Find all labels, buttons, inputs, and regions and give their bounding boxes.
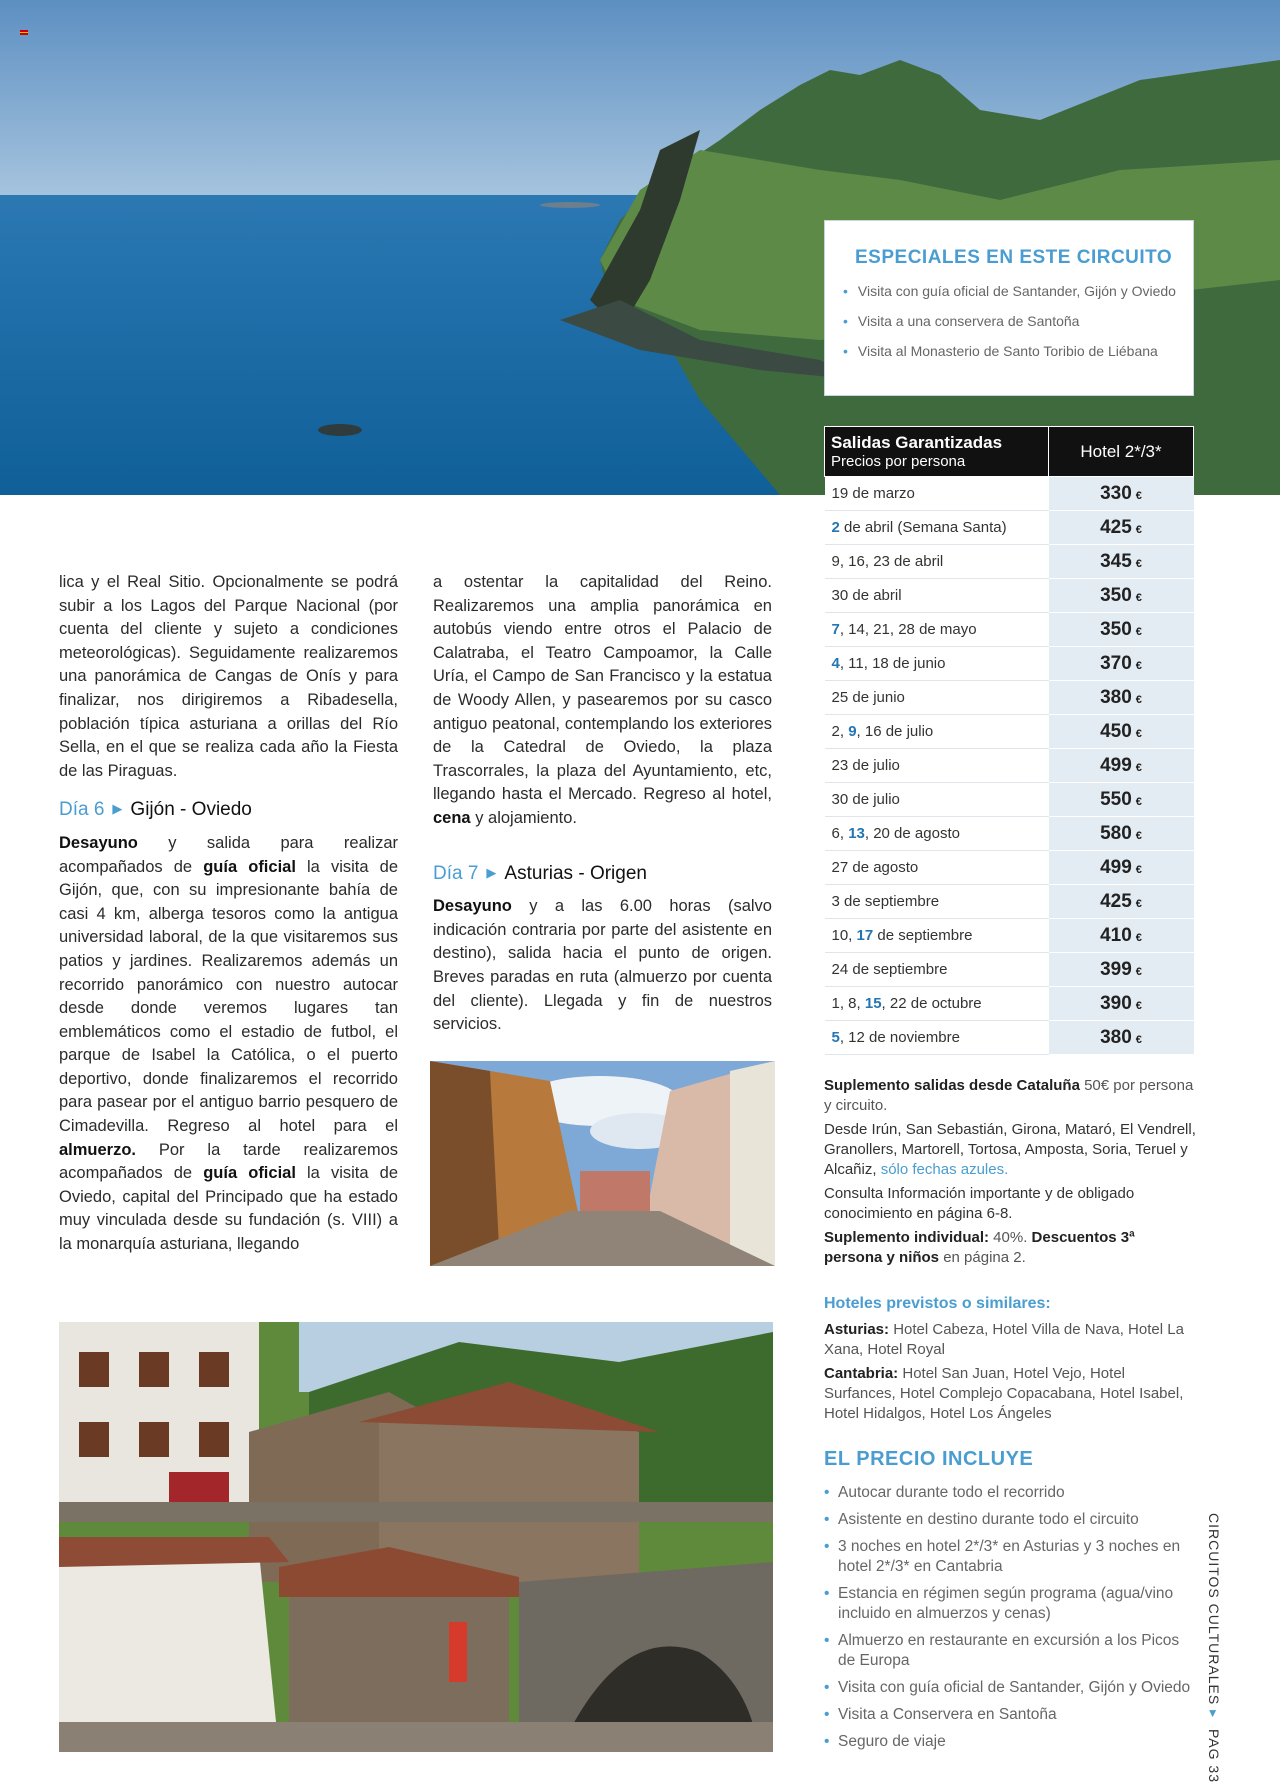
departure-date — [825, 783, 1049, 817]
blue-date: 2 — [831, 519, 840, 536]
price-cell — [1049, 715, 1194, 749]
includes-item: • 3 noches en hotel 2*/3* en Asturias y 3 noches en hotel 2*/3* en Cantabria — [824, 1537, 1196, 1577]
day-number: Día 6 — [59, 799, 105, 821]
bold-text: guía oficial — [203, 857, 296, 876]
supplements-info — [824, 1076, 1196, 1428]
date-text: 23 de julio — [831, 757, 900, 774]
text: 40%. — [989, 1229, 1032, 1246]
price-row — [825, 613, 1194, 647]
section-name: CIRCUITOS CULTURALES — [1206, 1513, 1222, 1706]
specials-item: • Visita al Monasterio de Santo Toribio de Liébana — [843, 343, 1193, 359]
itinerary-paragraph: lica y el Real Sitio. Opcionalmente se podrá subir a los Lagos del Parque Nacional (por cuenta del cliente y sujeto a condiciones meteorológicas). Seguidamente realizaremos una panorámica de Cangas de Onís y para finalizar, nos dirigiremos a Ribadesella, población típica asturiana a orillas del Río Sella, en el que se realiza cada año la Fiesta de las Piraguas. — [59, 573, 398, 780]
flag-icon — [20, 22, 28, 27]
departure-date — [825, 851, 1049, 885]
price-value: 330 — [1100, 482, 1132, 504]
day-6-continued — [433, 571, 772, 831]
price-value: 550 — [1100, 788, 1132, 810]
date-text: 27 de agosto — [831, 859, 919, 876]
bold-text: Suplemento individual: — [824, 1229, 990, 1246]
price-cell — [1049, 579, 1194, 613]
blue-date: 15 — [864, 995, 882, 1012]
price-row — [825, 817, 1194, 851]
blue-date: 17 — [856, 927, 874, 944]
euro-sign: € — [1135, 829, 1142, 842]
price-cell — [1049, 681, 1194, 715]
price-cell — [1049, 545, 1194, 579]
departures-subtitle: Precios por persona — [831, 453, 966, 470]
departure-cities — [824, 1120, 1196, 1180]
euro-sign: € — [1135, 863, 1142, 876]
departure-date — [825, 987, 1049, 1021]
price-value: 370 — [1100, 652, 1132, 674]
departure-date — [825, 1021, 1049, 1055]
price-row — [825, 477, 1194, 511]
euro-sign: € — [1135, 489, 1142, 502]
price-cell — [1049, 511, 1194, 545]
price-row — [825, 885, 1194, 919]
departures-title: Salidas Garantizadas — [831, 433, 1003, 452]
price-row — [825, 545, 1194, 579]
price-row — [825, 783, 1194, 817]
price-row — [825, 1021, 1194, 1055]
bold-text: Descuentos 3ª persona y niños — [824, 1229, 1135, 1266]
price-row — [825, 715, 1194, 749]
date-text: de abril (Semana Santa) — [839, 519, 1007, 536]
text: Por la tarde realizaremos acompañados de — [59, 1140, 398, 1183]
bold-text: Desayuno — [59, 833, 138, 852]
hotels-cantabria — [824, 1364, 1196, 1424]
date-text: 9, 16, 23 de abril — [831, 553, 944, 570]
blue-date: 7 — [831, 621, 840, 638]
specials-item: • Visita con guía oficial de Santander, Gijón y Oviedo — [843, 283, 1193, 299]
date-text: 6, — [831, 825, 849, 842]
includes-item: • Autocar durante todo el recorrido — [824, 1483, 1196, 1503]
euro-sign: € — [1135, 965, 1142, 978]
euro-sign: € — [1135, 795, 1142, 808]
euro-sign: € — [1135, 999, 1142, 1012]
price-value: 350 — [1100, 584, 1132, 606]
euro-sign: € — [1135, 557, 1142, 570]
day-title: Asturias - Origen — [504, 862, 647, 884]
departure-date — [825, 715, 1049, 749]
date-text: 30 de julio — [831, 791, 900, 808]
price-value: 425 — [1100, 516, 1132, 538]
text: Desde Irún, San Sebastián, Girona, Mataró, El Vendrell, Granollers, Martorell, Tortosa, Amposta, Soria, Teruel y Alcañiz, — [824, 1121, 1196, 1178]
text: y salida para realizar acompañados de — [59, 833, 398, 876]
price-cell — [1049, 987, 1194, 1021]
arrow-right-icon: ▶ — [486, 864, 497, 880]
price-cell — [1049, 647, 1194, 681]
text: Hotel San Juan, Hotel Vejo, Hotel Surfances, Hotel Complejo Copacabana, Hotel Isabel, Hotel Hidalgos, Hotel Los Ángeles — [824, 1365, 1184, 1422]
price-value: 380 — [1100, 1026, 1132, 1048]
price-value: 345 — [1100, 550, 1132, 572]
departure-date — [825, 749, 1049, 783]
specials-title: ESPECIALES EN ESTE CIRCUITO — [855, 247, 1173, 268]
day-7-heading — [433, 861, 772, 886]
oviedo-street-photo — [430, 1061, 775, 1266]
blue-date: 5 — [831, 1029, 840, 1046]
text: la visita de Gijón, que, con su impresionante bahía de casi 4 km, alberga tesoros como la antigua universidad laboral, de la que visitaremos sus patios y jardines. Realizaremos además un recorrido panorámico con nuestro autocar desde donde veremos lugares tan emblemáticos como el estadio de futbol, el parque de Isabel la Católica, o el puerto deportivo, donde finalizaremos el recorrido para pasear por el antiguo barrio pesquero de Cimadevilla. Regreso al hotel para el — [59, 857, 399, 1136]
price-value: 499 — [1100, 754, 1132, 776]
day-title: Gijón - Oviedo — [130, 799, 252, 821]
price-cell — [1049, 477, 1194, 511]
price-value: 390 — [1100, 992, 1132, 1014]
itinerary-column-1 — [59, 571, 398, 1257]
includes-item: • Visita con guía oficial de Santander, Gijón y Oviedo — [824, 1678, 1196, 1698]
departure-date — [825, 579, 1049, 613]
blue-date: 4 — [831, 655, 840, 672]
date-text: , 20 de agosto — [864, 825, 960, 842]
departure-date — [825, 919, 1049, 953]
bold-text: Desayuno — [433, 897, 512, 916]
text: y alojamiento. — [470, 808, 577, 827]
price-row — [825, 647, 1194, 681]
price-value: 499 — [1100, 856, 1132, 878]
date-text: , 16 de julio — [856, 723, 934, 740]
day-6-heading — [59, 797, 398, 822]
bold-text: Asturias: — [824, 1321, 890, 1338]
price-row — [825, 987, 1194, 1021]
text: la visita de Oviedo, capital del Principado que ha estado muy vinculada desde su fundación (s. VIII) a la monarquía asturiana, llegando — [59, 1164, 399, 1254]
price-cell — [1049, 919, 1194, 953]
price-table-header — [825, 427, 1194, 477]
price-cell — [1049, 1021, 1194, 1055]
date-text: 25 de junio — [831, 689, 905, 706]
date-text: , 12 de noviembre — [839, 1029, 960, 1046]
bold-text: cena — [433, 808, 471, 827]
includes-item: • Visita a Conservera en Santoña — [824, 1705, 1196, 1725]
price-row — [825, 579, 1194, 613]
blue-date: 9 — [848, 723, 857, 740]
text: Hotel Cabeza, Hotel Villa de Nava, Hotel La Xana, Hotel Royal — [824, 1321, 1184, 1358]
page-footer-vertical — [1196, 1513, 1222, 1783]
price-includes — [824, 1448, 1196, 1759]
euro-sign: € — [1135, 659, 1142, 672]
price-table-body — [825, 477, 1194, 1055]
bold-text: Suplemento salidas desde Cataluña — [824, 1077, 1080, 1094]
price-row — [825, 953, 1194, 987]
day-7-text — [433, 895, 772, 1037]
departure-date — [825, 511, 1049, 545]
text: 50€ por persona y circuito. — [824, 1077, 1194, 1114]
single-supplement — [824, 1228, 1196, 1268]
euro-sign: € — [1135, 931, 1142, 944]
price-includes-list — [824, 1483, 1196, 1752]
price-cell — [1049, 613, 1194, 647]
price-row — [825, 511, 1194, 545]
departure-date — [825, 885, 1049, 919]
price-row — [825, 851, 1194, 885]
price-value: 350 — [1100, 618, 1132, 640]
departure-date — [825, 681, 1049, 715]
date-text: de septiembre — [873, 927, 973, 944]
includes-item: • Estancia en régimen según programa (agua/vino incluido en almuerzos y cenas) — [824, 1584, 1196, 1624]
price-value: 450 — [1100, 720, 1132, 742]
arrow-right-icon: ▶ — [112, 801, 123, 817]
departure-date — [825, 477, 1049, 511]
euro-sign: € — [1135, 727, 1142, 740]
departure-date — [825, 613, 1049, 647]
catalonia-supplement — [824, 1076, 1196, 1116]
price-value: 580 — [1100, 822, 1132, 844]
euro-sign: € — [1135, 523, 1142, 536]
date-text: , 14, 21, 28 de mayo — [839, 621, 977, 638]
date-text: , 22 de octubre — [881, 995, 982, 1012]
day-number: Día 7 — [433, 862, 479, 884]
price-table — [824, 426, 1194, 1055]
euro-sign: € — [1135, 591, 1142, 604]
day-6-text — [59, 832, 398, 1257]
price-value: 410 — [1100, 924, 1132, 946]
euro-sign: € — [1135, 625, 1142, 638]
specials-list — [825, 283, 1193, 359]
includes-item: • Almuerzo en restaurante en excursión a los Picos de Europa — [824, 1631, 1196, 1671]
important-info-note: Consulta Información importante y de obligado conocimiento en página 6-8. — [824, 1185, 1135, 1222]
hotel-category-header: Hotel 2*/3* — [1049, 427, 1194, 477]
text: en página 2. — [939, 1249, 1026, 1266]
date-text: 24 de septiembre — [831, 961, 948, 978]
price-includes-title: EL PRECIO INCLUYE — [824, 1448, 1034, 1470]
departures-header — [825, 427, 1049, 477]
date-text: , 11, 18 de junio — [839, 655, 946, 672]
date-text: 30 de abril — [831, 587, 902, 604]
price-value: 380 — [1100, 686, 1132, 708]
price-row — [825, 919, 1194, 953]
departure-date — [825, 817, 1049, 851]
date-text: 1, 8, — [831, 995, 865, 1012]
price-cell — [1049, 783, 1194, 817]
arrow-right-icon: ▸ — [1206, 1710, 1222, 1719]
village-bridge-photo — [59, 1322, 773, 1752]
price-cell — [1049, 817, 1194, 851]
price-value: 399 — [1100, 958, 1132, 980]
page-number: PAG 33 — [1206, 1729, 1222, 1783]
price-cell — [1049, 885, 1194, 919]
price-row — [825, 749, 1194, 783]
hotels-asturias — [824, 1320, 1196, 1360]
bold-text: guía oficial — [203, 1164, 296, 1183]
includes-item: • Seguro de viaje — [824, 1732, 1196, 1752]
blue-dates-note: sólo fechas azules. — [880, 1161, 1009, 1178]
blue-date: 13 — [848, 825, 865, 842]
text: a ostentar la capitalidad del Reino. Realizaremos una amplia panorámica en autobús viendo entre otros el Palacio de Calatraba, el Teatro Campoamor, la Calle Uría, el Campo de San Francisco y la estatua de Woody Allen, y pasearemos por su casco antiguo peatonal, contemplando los exteriores de la Catedral de Oviedo, la plaza Trascorrales, la plaza del Ayuntamiento, etc, llegando hasta el Mercado. Regreso al hotel, — [433, 573, 772, 804]
date-text: 19 de marzo — [831, 485, 915, 502]
price-row — [825, 681, 1194, 715]
specials-item: • Visita a una conservera de Santoña — [843, 313, 1193, 329]
price-cell — [1049, 851, 1194, 885]
date-text: 10, — [831, 927, 857, 944]
price-value: 425 — [1100, 890, 1132, 912]
euro-sign: € — [1135, 1033, 1142, 1046]
departure-date — [825, 647, 1049, 681]
departure-date — [825, 545, 1049, 579]
text: y a las 6.00 horas (salvo indicación contraria por parte del asistente en destino), salida hacia el punto de origen. Breves paradas en ruta (almuerzo por cuenta del cliente). Llegada y fin de nuestros servicios. — [433, 897, 772, 1034]
hotels-heading: Hoteles previstos o similares: — [824, 1295, 1051, 1312]
price-cell — [1049, 953, 1194, 987]
euro-sign: € — [1135, 761, 1142, 774]
date-text: 3 de septiembre — [831, 893, 940, 910]
specials-box — [824, 220, 1194, 396]
bold-text: almuerzo. — [59, 1140, 137, 1159]
bold-text: Cantabria: — [824, 1365, 899, 1382]
euro-sign: € — [1135, 897, 1142, 910]
euro-sign: € — [1135, 693, 1142, 706]
date-text: 2, — [831, 723, 849, 740]
price-cell — [1049, 749, 1194, 783]
departure-date — [825, 953, 1049, 987]
includes-item: • Asistente en destino durante todo el circuito — [824, 1510, 1196, 1530]
itinerary-column-2 — [433, 571, 772, 1037]
